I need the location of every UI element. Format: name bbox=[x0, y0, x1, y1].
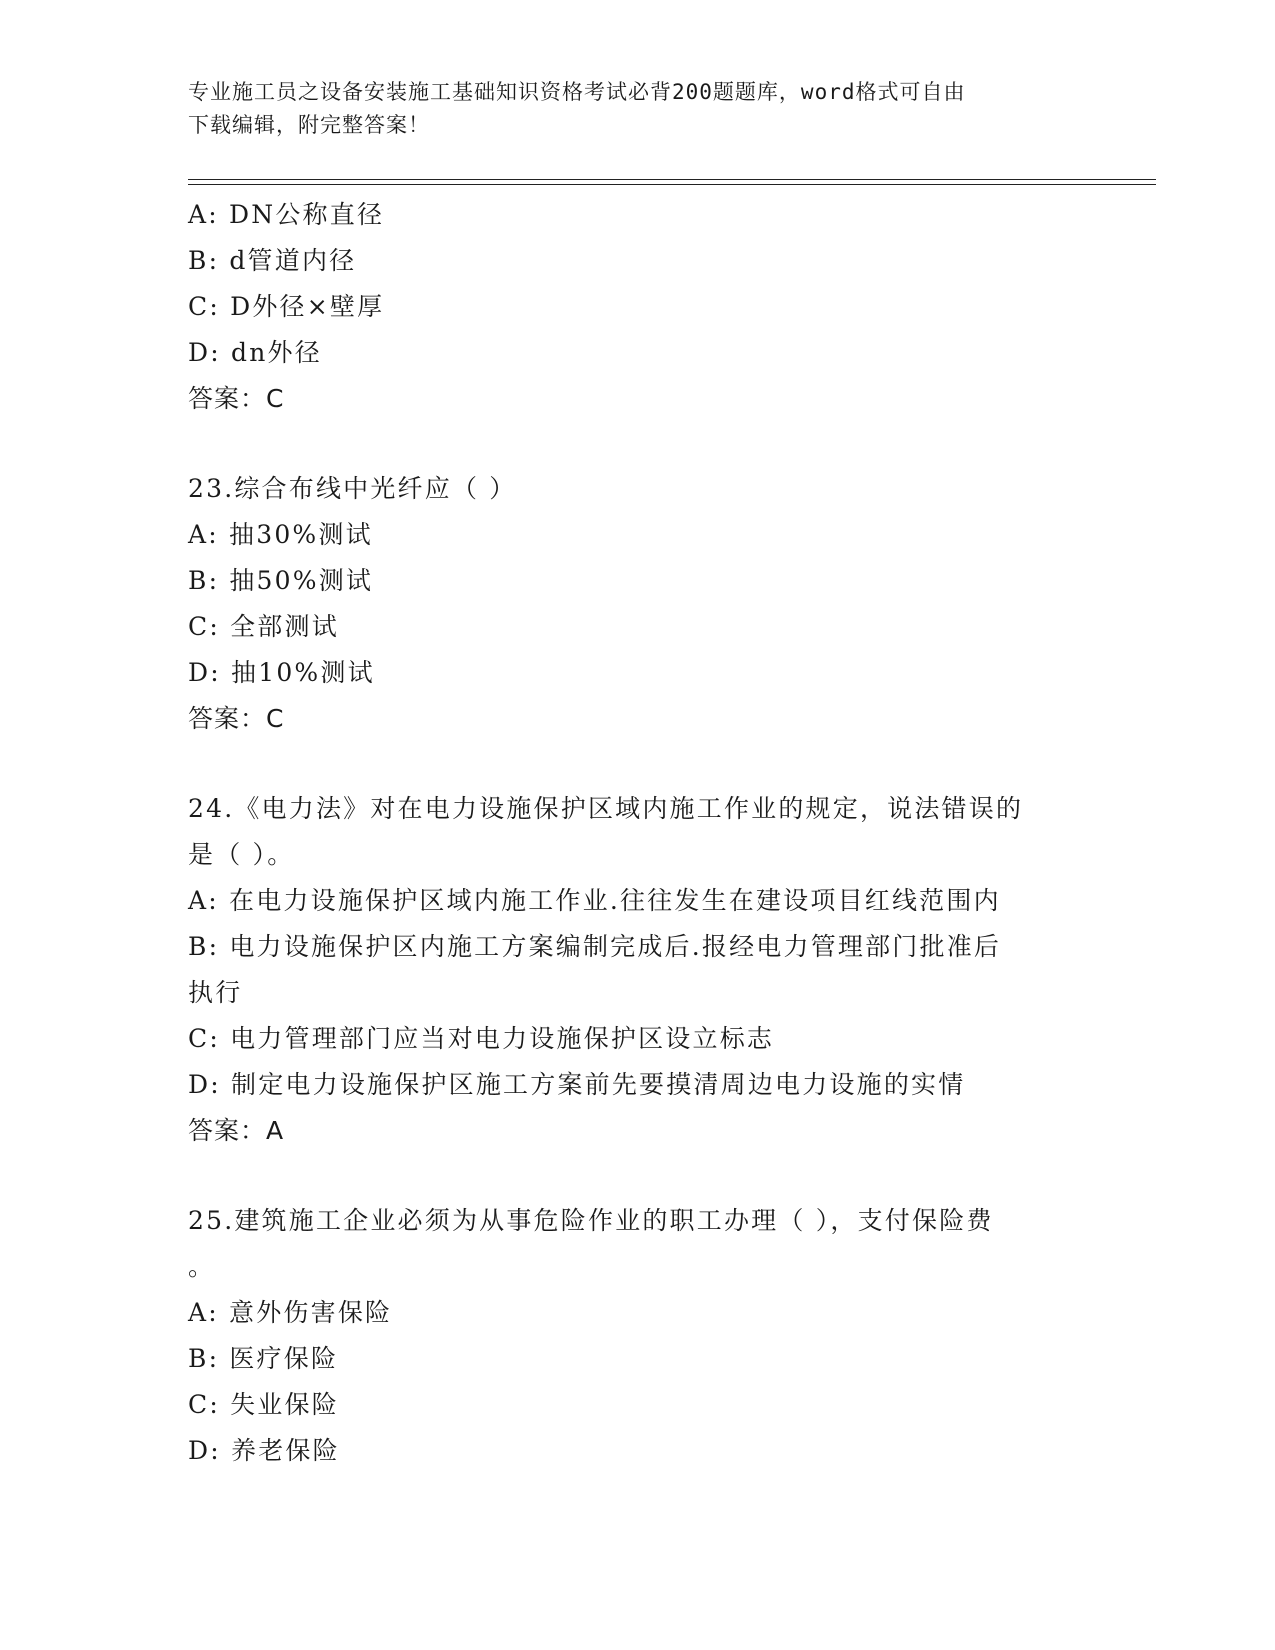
option-b: B: d管道内径 bbox=[188, 246, 357, 275]
option-c: C: 失业保险 bbox=[188, 1390, 339, 1419]
option-a: A: 抽30%测试 bbox=[188, 520, 373, 549]
answer: 答案：C bbox=[188, 704, 285, 733]
option-a: A: 在电力设施保护区域内施工作业.往往发生在建设项目红线范围内 bbox=[188, 886, 1001, 915]
question-text-line-1: 25.建筑施工企业必须为从事危险作业的职工办理（ ），支付保险费 bbox=[188, 1206, 994, 1235]
header-rule-top bbox=[188, 179, 1156, 180]
question-22 bbox=[188, 192, 1088, 422]
spacer bbox=[188, 1154, 1088, 1198]
option-c: C: D外径×壁厚 bbox=[188, 292, 385, 321]
question-text-line-1: 24.《电力法》对在电力设施保护区域内施工作业的规定，说法错误的 bbox=[188, 794, 1024, 823]
header-line-2: 下载编辑，附完整答案！ bbox=[188, 113, 430, 137]
option-a: A: DN公称直径 bbox=[188, 200, 385, 229]
question-24 bbox=[188, 786, 1088, 1154]
option-b-continued: 执行 bbox=[188, 978, 243, 1007]
option-b: B: 医疗保险 bbox=[188, 1344, 339, 1373]
answer: 答案：C bbox=[188, 384, 285, 413]
answer: 答案：A bbox=[188, 1116, 285, 1145]
question-text-line-2: 是（ ）。 bbox=[188, 840, 295, 869]
question-text: 23.综合布线中光纤应（ ） bbox=[188, 474, 517, 503]
document-header bbox=[188, 76, 1088, 142]
option-d: D: dn外径 bbox=[188, 338, 322, 367]
option-c: C: 全部测试 bbox=[188, 612, 339, 641]
option-d: D: 养老保险 bbox=[188, 1436, 340, 1465]
spacer bbox=[188, 742, 1088, 786]
header-rule-bottom bbox=[188, 184, 1156, 185]
option-c: C: 电力管理部门应当对电力设施保护区设立标志 bbox=[188, 1024, 775, 1053]
question-23 bbox=[188, 466, 1088, 742]
option-b: B: 电力设施保护区内施工方案编制完成后.报经电力管理部门批准后 bbox=[188, 932, 1002, 961]
question-text-line-2: 。 bbox=[188, 1252, 216, 1281]
question-25 bbox=[188, 1198, 1088, 1474]
question-list bbox=[188, 192, 1088, 1474]
header-line-1: 专业施工员之设备安装施工基础知识资格考试必背200题题库，word格式可自由 bbox=[188, 80, 966, 104]
spacer bbox=[188, 422, 1088, 466]
option-b: B: 抽50%测试 bbox=[188, 566, 374, 595]
option-d: D: 制定电力设施保护区施工方案前先要摸清周边电力设施的实情 bbox=[188, 1070, 966, 1099]
option-d: D: 抽10%测试 bbox=[188, 658, 375, 687]
option-a: A: 意外伤害保险 bbox=[188, 1298, 393, 1327]
